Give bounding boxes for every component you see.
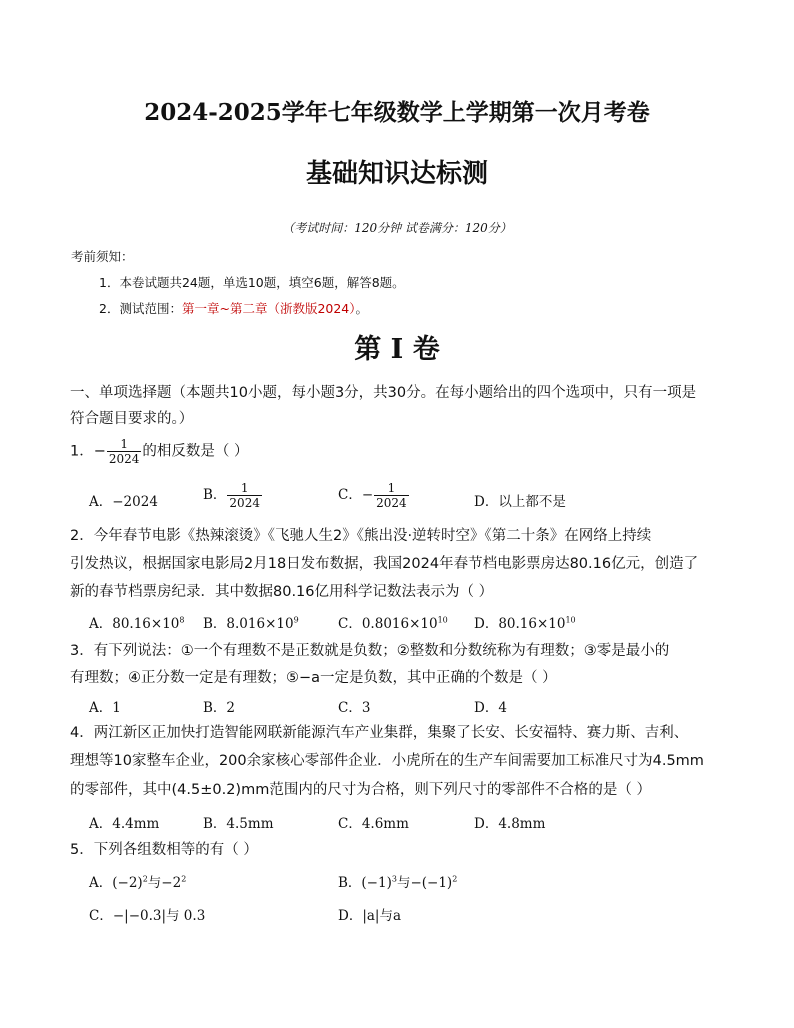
q5-option-d: D．|a|与a xyxy=(338,908,402,924)
notice-item-1: 1．本卷试题共24题，单选10题，填空6题，解答8题。 xyxy=(99,275,405,290)
notice-item-2 xyxy=(99,299,368,317)
exam-info: （考试时间：120分钟 试卷满分：120分） xyxy=(282,221,512,235)
q3-option-c: C．3 xyxy=(338,700,371,716)
q1-option-b-label: B． xyxy=(203,487,227,503)
q2-option-d-base: 80.16×10 xyxy=(498,616,566,632)
q3-option-d: D．4 xyxy=(474,700,507,716)
q1-option-c-fraction xyxy=(374,481,409,510)
q4-line3: 的零部件，其中(4.5±0.2)mm范围内的尺寸为合格，则下列尺寸的零部件不合格的是（ ） xyxy=(70,782,651,798)
q5-option-b-text: B．(−1) xyxy=(338,875,392,891)
q2-option-c-label: C． xyxy=(338,616,362,632)
q5-option-a-exp2: 2 xyxy=(181,874,187,884)
q2-option-b-exp: 9 xyxy=(293,615,299,625)
q4-line1: 4．两江新区正加快打造智能网联新能源汽车产业集群，集聚了长安、长安福特、赛力斯、吉利、 xyxy=(70,725,689,741)
q3-option-b: B．2 xyxy=(203,700,236,716)
q2-option-a-label: A． xyxy=(89,616,113,632)
q4-line2: 理想等10家整车企业，200余家核心零部件企业．小虎所在的生产车间需要加工标准尺寸为4.5mm xyxy=(70,753,704,769)
q2-line2: 引发热议，根据国家电影局2月18日发布数据，我国2024年春节档电影票房达80.16亿元，创造了 xyxy=(70,556,699,572)
section1-line2: 符合题目要求的。） xyxy=(70,411,194,427)
q1-fraction-den: 2024 xyxy=(108,452,140,466)
volume-heading: 第 I 卷 xyxy=(354,334,440,365)
q5-option-a-text: A．(−2) xyxy=(89,875,143,891)
exam-title: 2024-2025学年七年级数学上学期第一次月考卷 xyxy=(144,99,650,126)
q2-option-b-label: B． xyxy=(203,616,227,632)
section1-line1: 一、单项选择题（本题共10小题，每小题3分，共30分。在每小题给出的四个选项中，只有一项是 xyxy=(70,385,697,401)
q1-fraction xyxy=(107,437,142,466)
q1-option-b xyxy=(203,481,263,510)
exam-subtitle: 基础知识达标测 xyxy=(305,159,488,189)
q5-stem: 5．下列各组数相等的有（ ） xyxy=(70,842,258,858)
q2-option-c-exp: 10 xyxy=(437,615,448,625)
q4-option-c: C．4.6mm xyxy=(338,816,409,832)
q4-option-a: A．4.4mm xyxy=(89,816,160,832)
q2-option-a xyxy=(89,612,184,632)
q5-option-b-mid: 与−(−1) xyxy=(396,875,453,891)
q5-option-a-exp1: 2 xyxy=(142,874,148,884)
q1-option-c-label: C．− xyxy=(338,487,374,503)
q1-option-c-num: 1 xyxy=(387,481,396,495)
q1-stem xyxy=(70,437,249,466)
q1-option-b-fraction xyxy=(227,481,262,510)
q1-option-a: A．−2024 xyxy=(89,494,158,510)
q2-option-c-base: 0.8016×10 xyxy=(361,616,438,632)
q3-option-a: A．1 xyxy=(89,700,121,716)
q1-prefix: 1．− xyxy=(70,443,106,460)
q2-option-d-exp: 10 xyxy=(565,615,576,625)
q2-option-d xyxy=(474,612,576,632)
q4-option-d: D．4.8mm xyxy=(474,816,546,832)
q2-line1: 2．今年春节电影《热辣滚烫》《飞驰人生2》《熊出没·逆转时空》《第二十条》在网络上持续 xyxy=(70,528,652,544)
q5-option-b-exp2: 2 xyxy=(452,874,458,884)
q2-option-a-exp: 8 xyxy=(179,615,185,625)
q1-suffix: 的相反数是（ ） xyxy=(142,443,249,460)
q3-line2: 有理数；④正分数一定是有理数；⑤−a一定是负数，其中正确的个数是（ ） xyxy=(70,670,557,686)
q2-option-c xyxy=(338,612,448,632)
q5-option-a-mid: 与−2 xyxy=(147,875,182,891)
q1-option-c-den: 2024 xyxy=(376,496,407,510)
q1-option-d: D．以上都不是 xyxy=(474,494,566,510)
q2-option-d-label: D． xyxy=(474,616,499,632)
q1-option-b-num: 1 xyxy=(240,481,249,495)
q4-option-b: B．4.5mm xyxy=(203,816,274,832)
q3-line1: 3．有下列说法：①一个有理数不是正数就是负数；②整数和分数统称为有理数；③零是最小的 xyxy=(70,643,670,659)
q5-option-b xyxy=(338,871,457,891)
q5-option-b-exp1: 3 xyxy=(391,874,397,884)
notice-item-2-prefix: 2．测试范围： xyxy=(99,301,182,316)
q5-option-c: C．−|−0.3|与 0.3 xyxy=(89,908,206,924)
notice-heading: 考前须知： xyxy=(71,249,134,264)
q1-option-c xyxy=(338,481,410,510)
q2-line3: 新的春节档票房纪录．其中数据80.16亿用科学记数法表示为（ ） xyxy=(70,584,494,600)
q5-option-a xyxy=(89,871,186,891)
notice-item-2-suffix: 。 xyxy=(355,301,369,316)
q1-fraction-num: 1 xyxy=(120,437,128,451)
q2-option-b xyxy=(203,612,299,632)
q2-option-a-base: 80.16×10 xyxy=(112,616,180,632)
q2-option-b-base: 8.016×10 xyxy=(226,616,294,632)
notice-test-scope: 第一章~第二章（浙教版2024） xyxy=(181,301,356,316)
q1-option-b-den: 2024 xyxy=(229,496,260,510)
